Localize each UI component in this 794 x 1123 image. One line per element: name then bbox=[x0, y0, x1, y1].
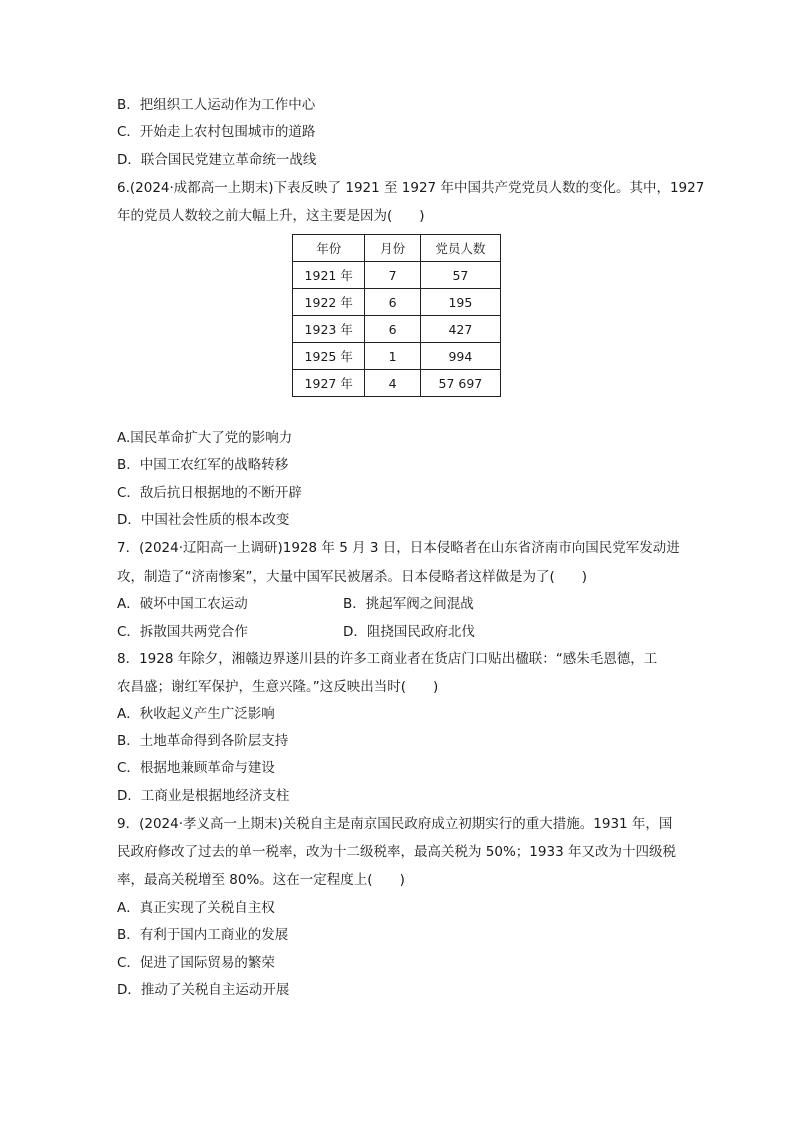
cell-members: 427 bbox=[420, 316, 500, 343]
q6-stem-line2: 年的党员人数较之前大幅上升，这主要是因为( ) bbox=[117, 208, 425, 224]
party-membership-table bbox=[292, 234, 501, 397]
q7-option-d: D．阻挠国民政府北伐 bbox=[343, 624, 475, 640]
q7-option-a: A．破坏中国工农运动 bbox=[117, 596, 248, 612]
cell-month: 6 bbox=[365, 316, 420, 343]
cell-year: 1921 年 bbox=[293, 262, 365, 289]
q7-options-row1 bbox=[117, 594, 474, 614]
table-row bbox=[293, 262, 501, 289]
table-header-row bbox=[293, 235, 501, 262]
q8-stem-line1: 8．1928 年除夕，湘赣边界遂川县的许多工商业者在货店门口贴出楹联：“感朱毛恩德，工 bbox=[117, 651, 658, 667]
q8-option-d: D．工商业是根据地经济支柱 bbox=[117, 788, 290, 804]
cell-members: 57 697 bbox=[420, 370, 500, 397]
table-row bbox=[293, 343, 501, 370]
cell-year: 1923 年 bbox=[293, 316, 365, 343]
q9-option-d: D．推动了关税自主运动开展 bbox=[117, 982, 290, 998]
header-month: 月份 bbox=[365, 235, 420, 262]
q7-options-row2 bbox=[117, 622, 475, 642]
header-year: 年份 bbox=[293, 235, 365, 262]
q9-stem-line2: 民政府修改了过去的单一税率，改为十二级税率，最高关税为 50%；1933 年又改为十四级税 bbox=[117, 844, 676, 860]
q8-stem-line2: 农昌盛；谢红军保护，生意兴隆。”这反映出当时( ) bbox=[117, 679, 439, 695]
cell-members: 57 bbox=[420, 262, 500, 289]
q7-option-c: C．拆散国共两党合作 bbox=[117, 624, 248, 640]
q5-option-d: D．联合国民党建立革命统一战线 bbox=[117, 152, 317, 168]
q8-option-a: A．秋收起义产生广泛影响 bbox=[117, 706, 275, 722]
q9-option-c: C．促进了国际贸易的繁荣 bbox=[117, 955, 275, 971]
q9-stem-line3: 率，最高关税增至 80%。这在一定程度上( ) bbox=[117, 872, 405, 888]
cell-year: 1925 年 bbox=[293, 343, 365, 370]
table-row bbox=[293, 370, 501, 397]
q6-option-b: B．中国工农红军的战略转移 bbox=[117, 457, 289, 473]
cell-year: 1922 年 bbox=[293, 289, 365, 316]
cell-month: 4 bbox=[365, 370, 420, 397]
q7-option-b: B．挑起军阀之间混战 bbox=[343, 596, 474, 612]
cell-members: 195 bbox=[420, 289, 500, 316]
cell-year: 1927 年 bbox=[293, 370, 365, 397]
q9-option-b: B．有利于国内工商业的发展 bbox=[117, 927, 289, 943]
table-row bbox=[293, 316, 501, 343]
cell-month: 1 bbox=[365, 343, 420, 370]
q8-option-c: C．根据地兼顾革命与建设 bbox=[117, 760, 275, 776]
q9-stem-line1: 9．(2024·孝义高一上期末)关税自主是南京国民政府成立初期实行的重大措施。1931 年，国 bbox=[117, 816, 673, 832]
q8-option-b: B．土地革命得到各阶层支持 bbox=[117, 733, 289, 749]
q7-stem-line2: 攻，制造了“济南惨案”，大量中国军民被屠杀。日本侵略者这样做是为了( ) bbox=[117, 569, 588, 585]
table-row bbox=[293, 289, 501, 316]
header-members: 党员人数 bbox=[420, 235, 500, 262]
cell-members: 994 bbox=[420, 343, 500, 370]
q5-option-c: C．开始走上农村包围城市的道路 bbox=[117, 124, 316, 140]
q6-option-c: C．敌后抗日根据地的不断开辟 bbox=[117, 485, 302, 501]
q5-option-b: B．把组织工人运动作为工作中心 bbox=[117, 97, 316, 113]
q6-stem-line1: 6.(2024·成都高一上期末)下表反映了 1921 至 1927 年中国共产党党员人数的变化。其中，1927 bbox=[117, 180, 705, 196]
q7-stem-line1: 7．(2024·辽阳高一上调研)1928 年 5 月 3 日，日本侵略者在山东省济南市向国民党军发动进 bbox=[117, 540, 680, 556]
cell-month: 7 bbox=[365, 262, 420, 289]
cell-month: 6 bbox=[365, 289, 420, 316]
q9-option-a: A．真正实现了关税自主权 bbox=[117, 900, 275, 916]
q6-option-a: A.国民革命扩大了党的影响力 bbox=[117, 430, 293, 446]
q6-option-d: D．中国社会性质的根本改变 bbox=[117, 512, 290, 528]
